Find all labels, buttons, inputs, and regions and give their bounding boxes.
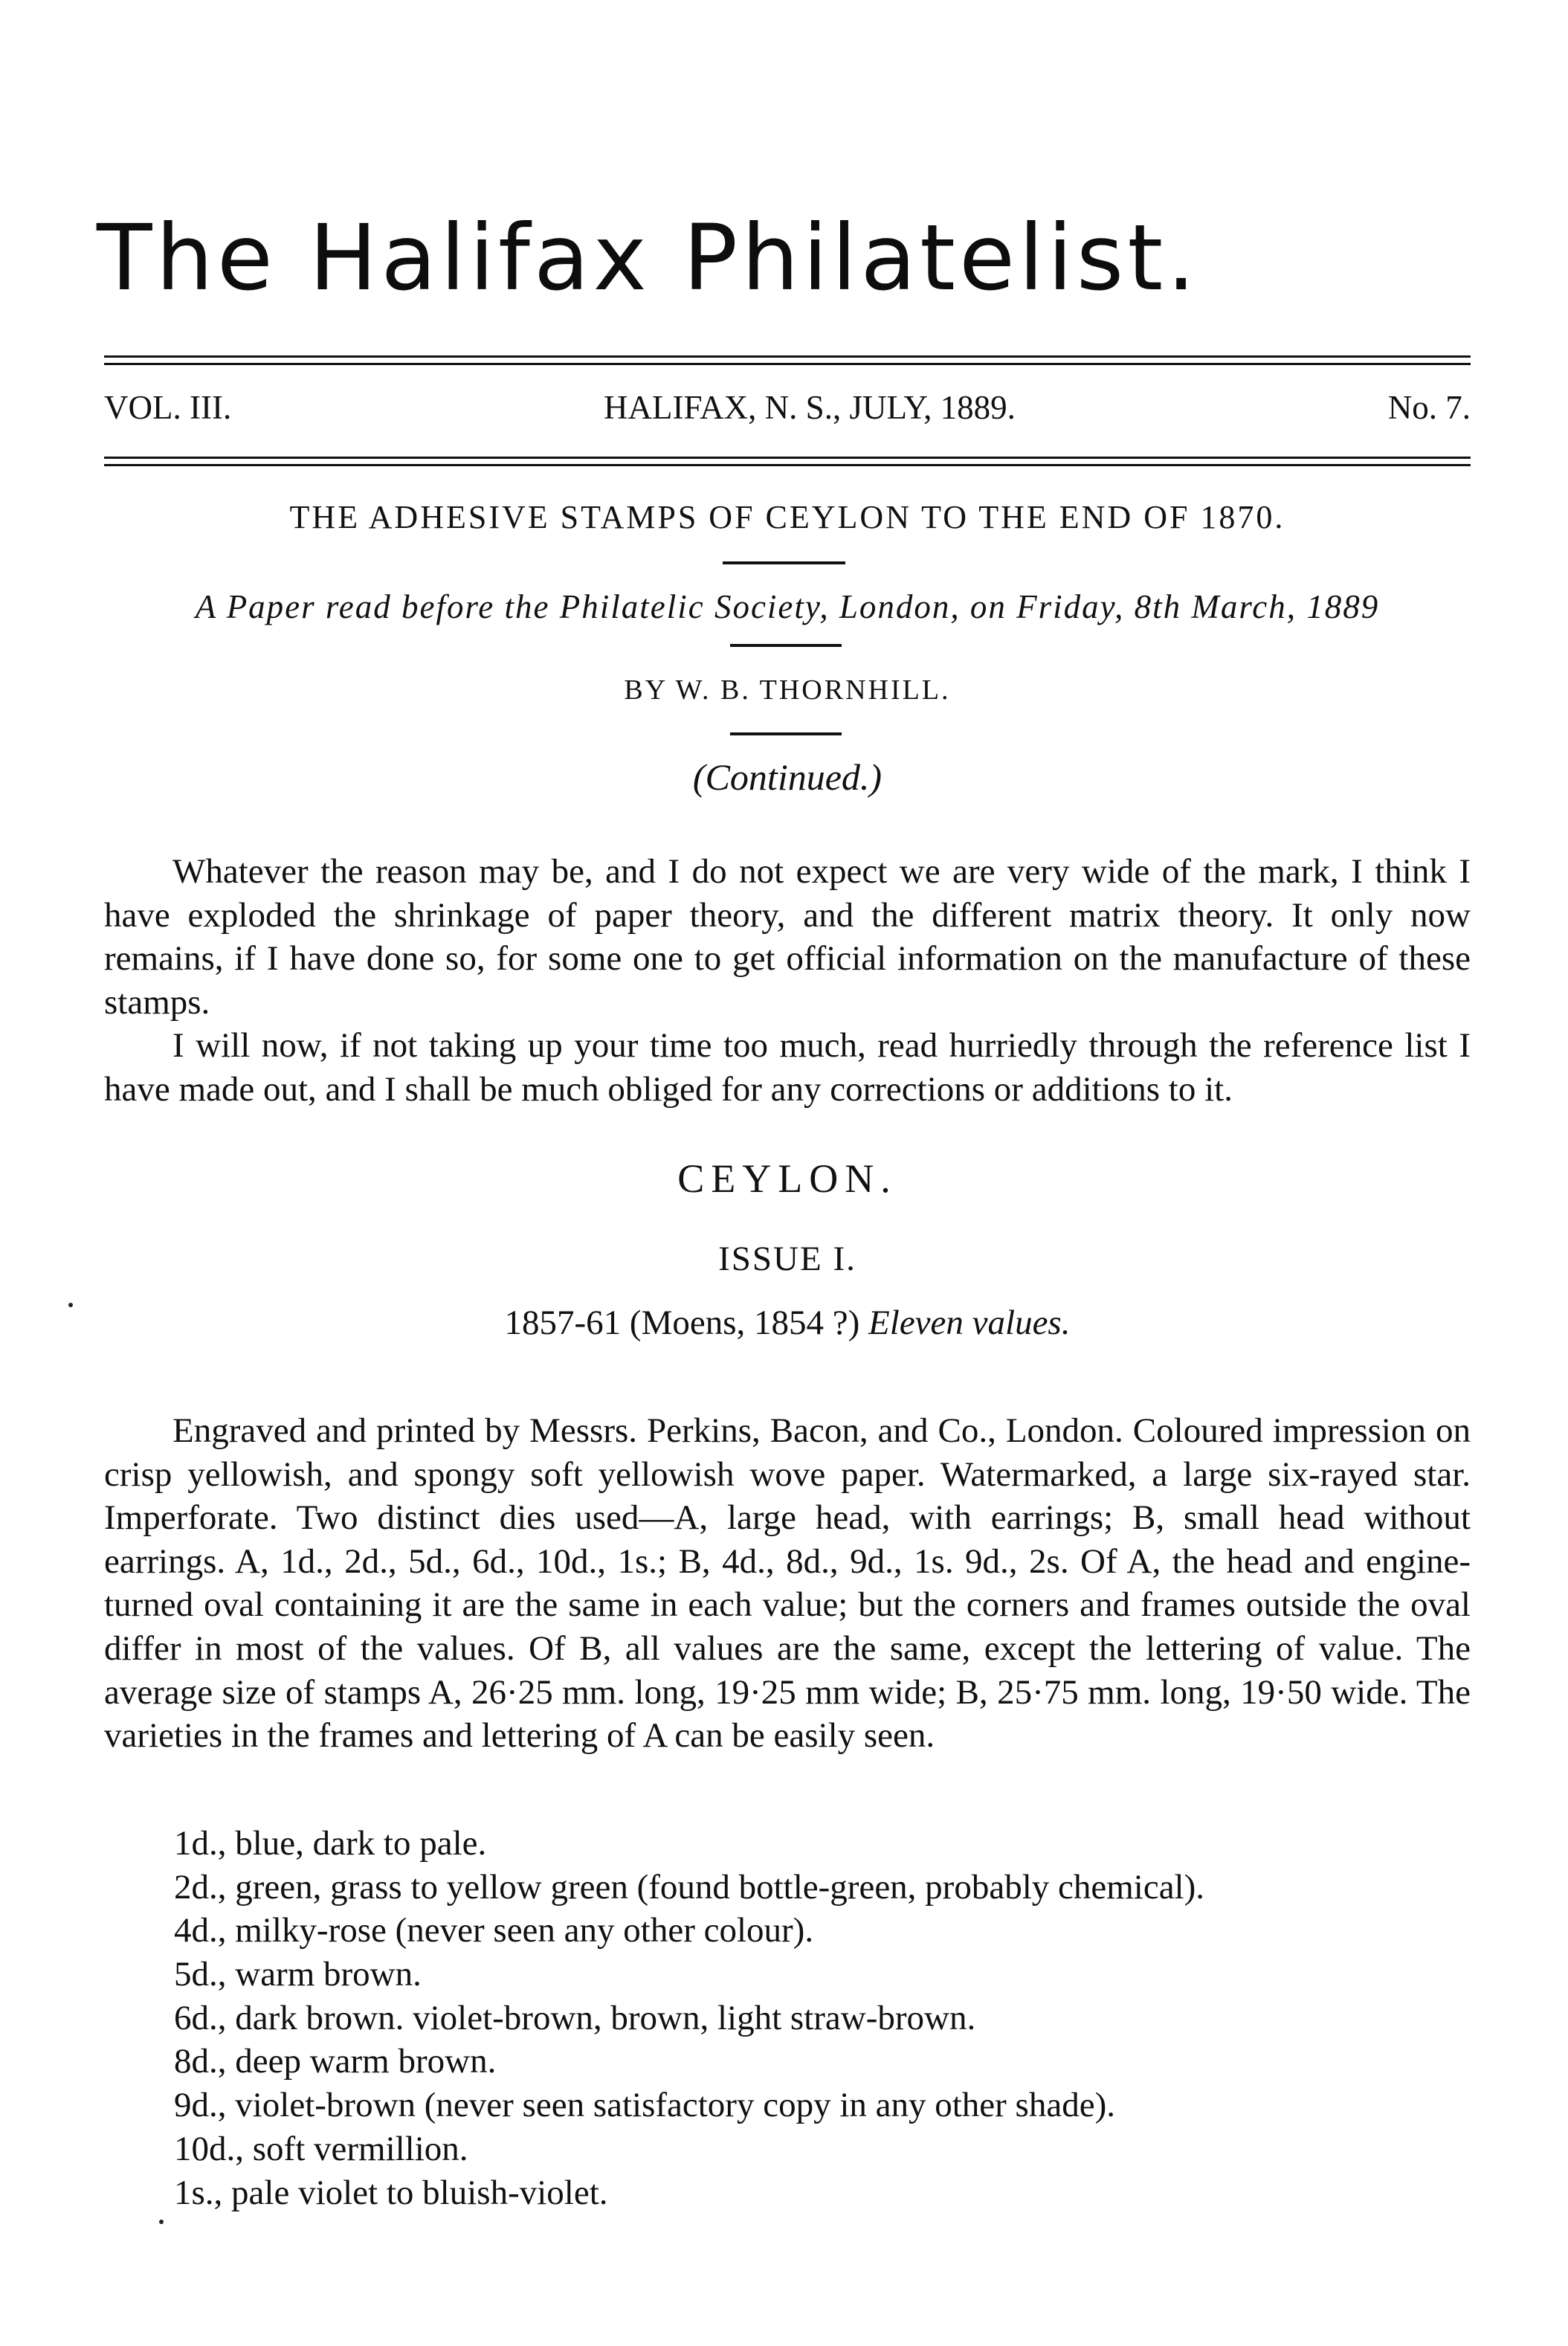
volume-label: VOL. III. bbox=[104, 389, 232, 426]
article-title: THE ADHESIVE STAMPS OF CEYLON TO THE END OF 1870. bbox=[289, 499, 1285, 535]
print-speck bbox=[159, 2220, 164, 2224]
body-paragraph: I will now, if not taking up your time too much, read hurriedly through the reference list I have made out, and I shall be much obliged for any corrections or additions to it. bbox=[104, 1026, 1471, 1109]
list-item: 9d., violet-brown (never seen satisfactory copy in any other shade). bbox=[174, 2086, 1115, 2125]
issue-number-label: No. 7. bbox=[1387, 389, 1471, 426]
divider-rule bbox=[730, 644, 842, 647]
print-speck bbox=[68, 1303, 73, 1307]
list-item: 2d., green, grass to yellow green (found bottle-green, probably chemical). bbox=[174, 1867, 1205, 1907]
list-item: 6d., dark brown. violet-brown, brown, light straw-brown. bbox=[174, 1998, 976, 2037]
section-heading: CEYLON. bbox=[677, 1156, 897, 1201]
list-item: 5d., warm brown. bbox=[174, 1955, 422, 1994]
article-subtitle: A Paper read before the Philatelic Society, London, on Friday, 8th March, 1889 bbox=[195, 588, 1380, 625]
masthead-rule-top bbox=[104, 355, 1471, 365]
masthead-title: The Halifax Philatelist. bbox=[97, 205, 1199, 311]
list-item: 1d., blue, dark to pale. bbox=[174, 1824, 487, 1863]
issue-values-note: Eleven values. bbox=[868, 1303, 1071, 1342]
divider-rule bbox=[730, 732, 842, 735]
list-item: 8d., deep warm brown. bbox=[174, 2042, 497, 2081]
body-paragraph: Whatever the reason may be, and I do not expect we are very wide of the mark, I think I have exploded the shrinkage of paper theory, and the different matrix theory. It only now remains, if I have done so, for some one to get official information on the manufacture of these stamps. bbox=[104, 852, 1471, 1022]
article-byline: BY W. B. THORNHILL. bbox=[624, 674, 951, 706]
continued-note: (Continued.) bbox=[692, 756, 883, 798]
issue-dates: 1857-61 (Moens, 1854 ?) bbox=[504, 1303, 860, 1342]
place-date-label: HALIFAX, N. S., JULY, 1889. bbox=[604, 389, 1016, 426]
issue-date-line bbox=[104, 1303, 1471, 1343]
issue-heading: ISSUE I. bbox=[718, 1240, 856, 1278]
list-item: 1s., pale violet to bluish-violet. bbox=[174, 2173, 608, 2212]
list-item: 4d., milky-rose (never seen any other colour). bbox=[174, 1911, 814, 1950]
divider-rule bbox=[723, 561, 845, 564]
list-item: 10d., soft vermillion. bbox=[174, 2129, 468, 2168]
masthead-rule-bottom bbox=[104, 457, 1471, 466]
stamp-value-list bbox=[174, 1822, 1482, 2214]
issue-line bbox=[104, 388, 1471, 427]
issue-description: Engraved and printed by Messrs. Perkins, Bacon, and Co., London. Coloured impression on crisp yellowish, and spongy soft yellowish wove paper. Watermarked, a large six-rayed star. Imperforate. Two distinct dies used—A, large head, with earrings; B, small head without earrings. A, 1d., 2d., 5d., 6d., 10d., 1s.; B, 4d., 8d., 9d., 1s. 9d., 2s. Of A, the head and engine-turned oval containing it are the same in each value; but the corners and frames outside the oval differ in most of the values. Of B, all values are the same, except the lettering of value. The average size of stamps A, 26·25 mm. long, 19·25 mm wide; B, 25·75 mm. long, 19·50 wide. The varieties in the frames and lettering of A can be easily seen. bbox=[104, 1411, 1471, 1756]
